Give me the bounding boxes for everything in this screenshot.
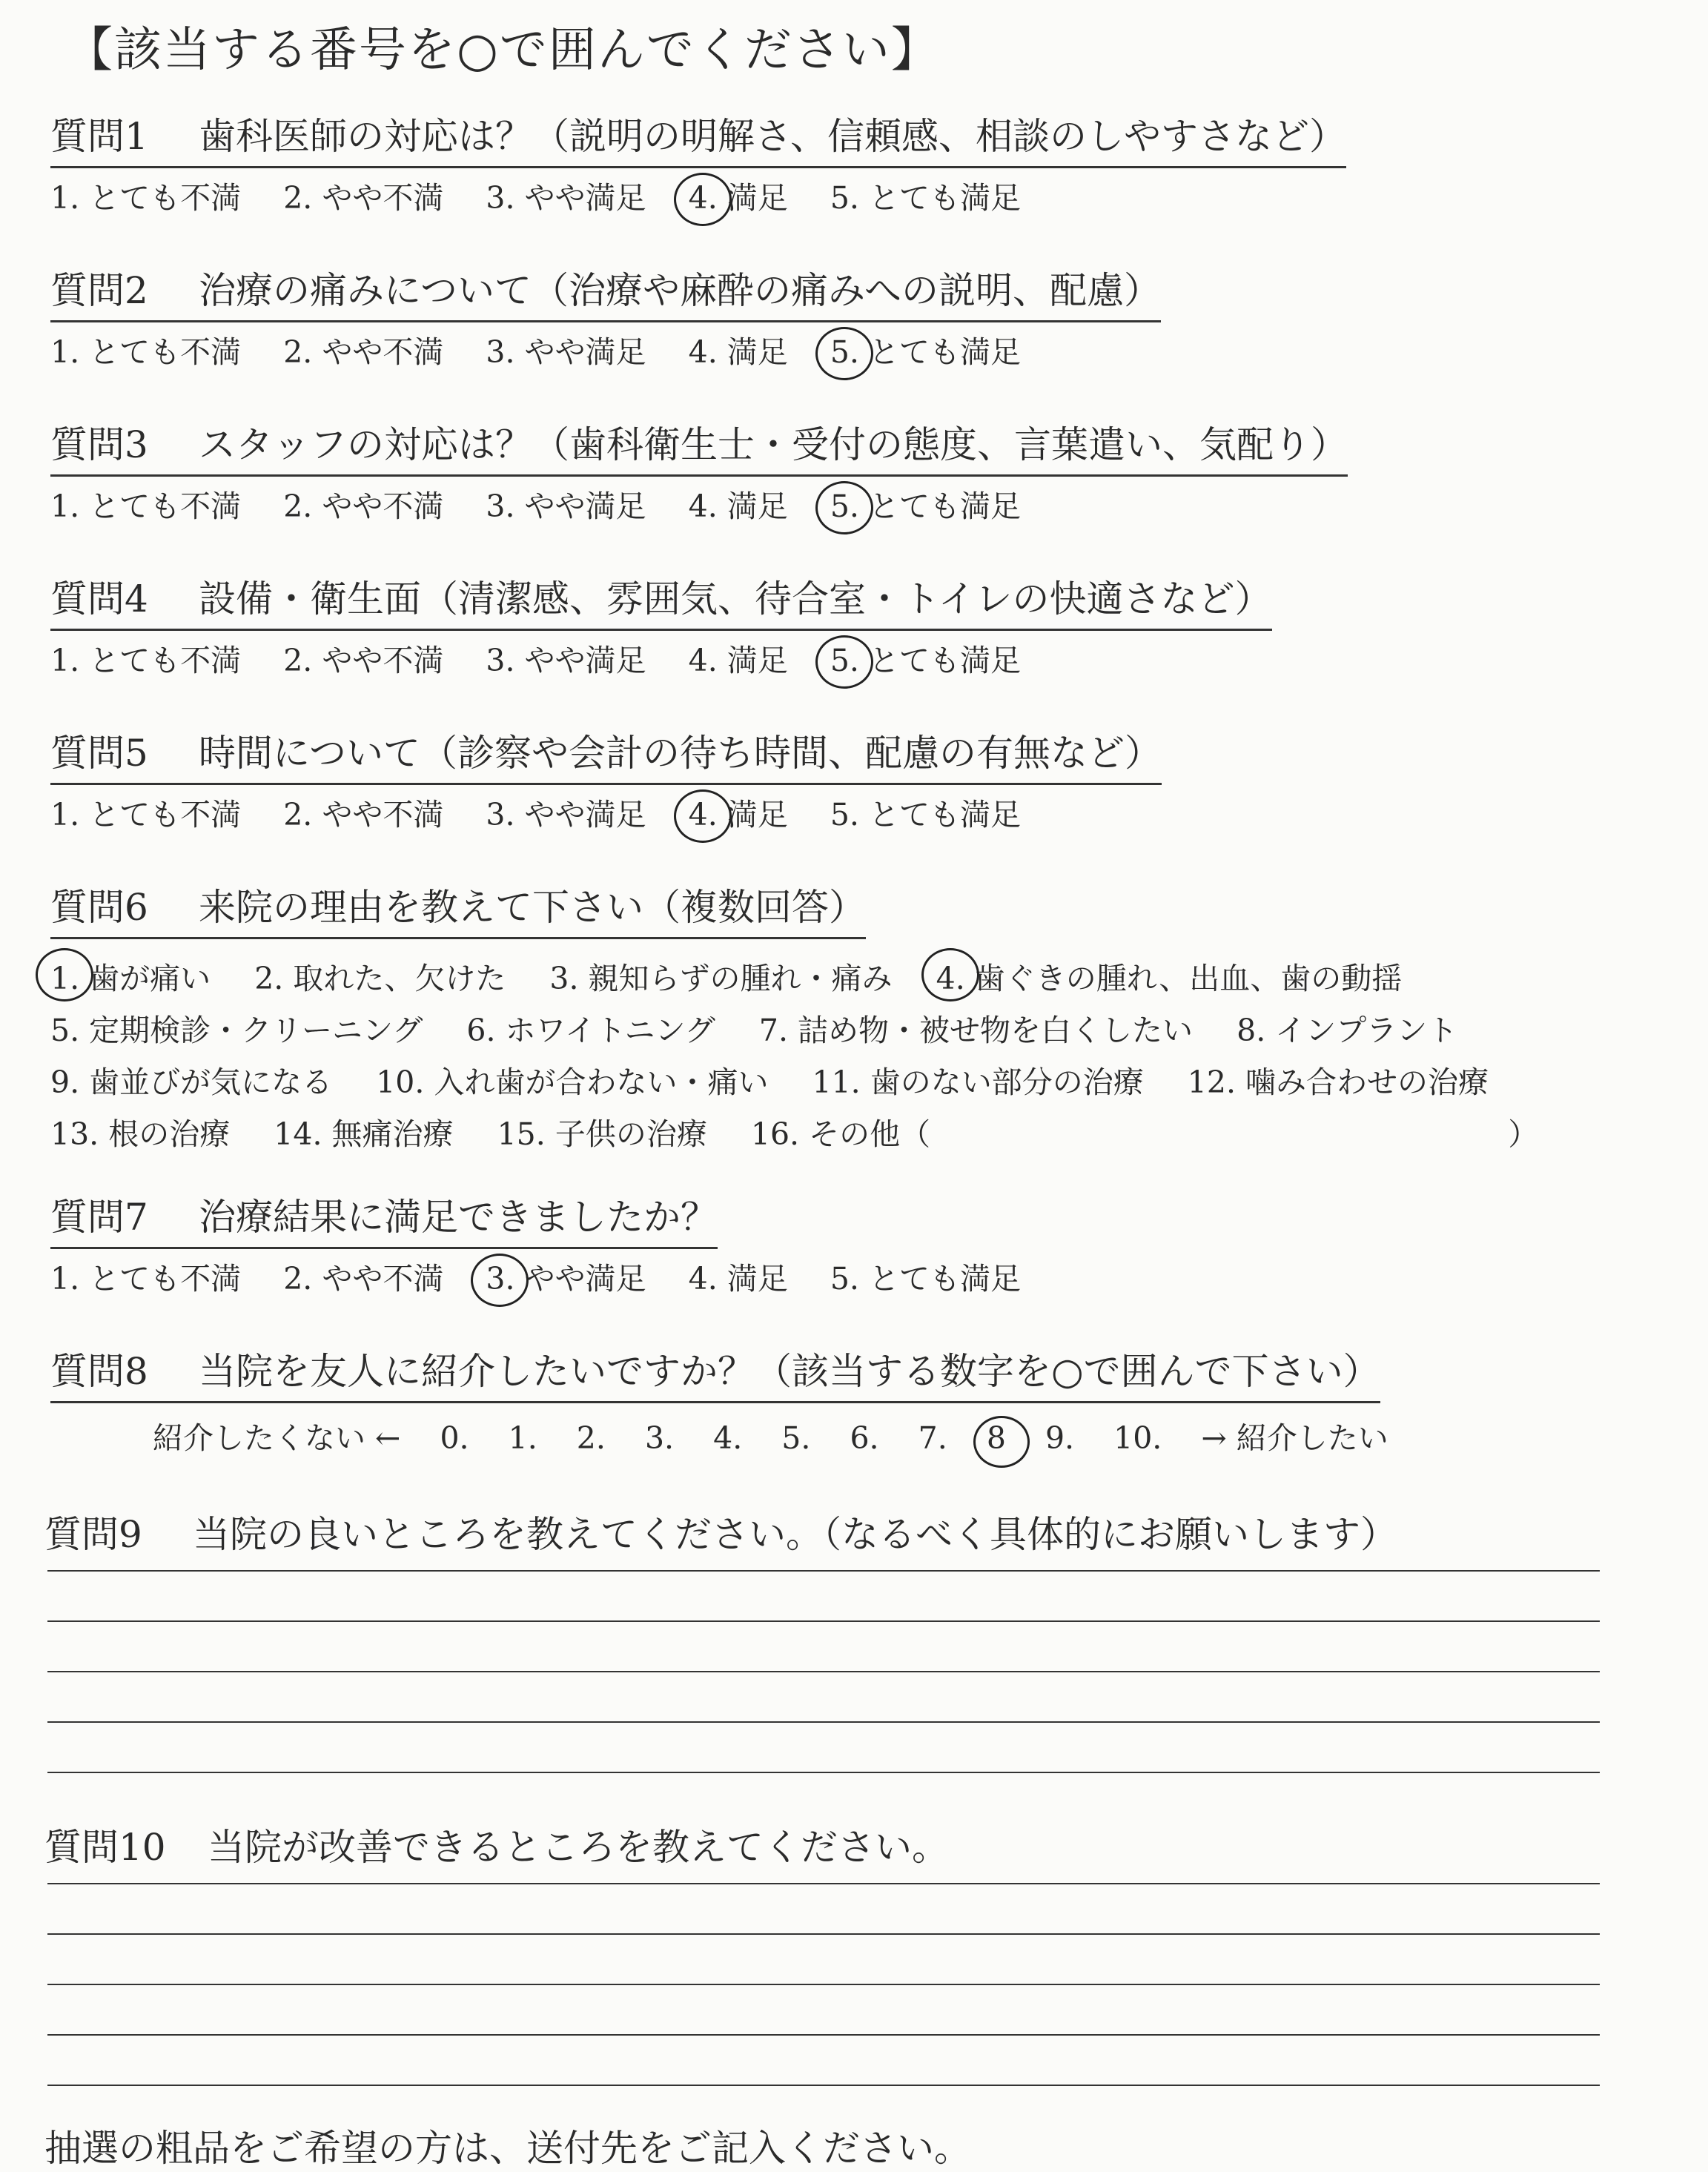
question-number: 質問3 [50, 423, 148, 466]
question-4 [50, 572, 1272, 681]
option-5-selected[interactable]: 5. とても満足 [830, 331, 1021, 373]
reason-16-other[interactable]: 16. その他（ [750, 1116, 931, 1152]
question-7-heading [50, 1191, 718, 1249]
reason-4-selected[interactable]: 4. 歯ぐきの腫れ、出血、歯の動揺 [936, 953, 1403, 1004]
option-5[interactable]: 5. とても満足 [830, 180, 1021, 216]
option-5-selected[interactable]: 5. とても満足 [830, 486, 1021, 527]
answer-options [50, 331, 1161, 373]
question-3-heading [50, 418, 1348, 477]
option-2[interactable]: 2. やや不満 [283, 1261, 444, 1297]
scale-8-selected[interactable]: 8 [986, 1420, 1006, 1456]
answer-line [47, 1984, 1600, 1985]
reason-1-selected[interactable]: 1. 歯が痛い [50, 953, 211, 1004]
option-1[interactable]: 1. とても不満 [50, 180, 242, 216]
option-4-selected[interactable]: 4. 満足 [689, 177, 788, 219]
option-2[interactable]: 2. やや不満 [283, 643, 444, 678]
scale-10[interactable]: 10. [1113, 1420, 1162, 1456]
option-2[interactable]: 2. やや不満 [283, 489, 444, 524]
question-number: 質問5 [50, 732, 148, 775]
question-number: 質問4 [50, 577, 148, 620]
answer-line [47, 2085, 1600, 2086]
question-number: 質問7 [50, 1196, 148, 1239]
question-9-answer-lines[interactable] [47, 1570, 1600, 1822]
option-3[interactable]: 3. やや満足 [486, 797, 646, 832]
page-title: 【該当する番号を○で囲んでください】 [65, 23, 940, 78]
answer-options [50, 640, 1272, 681]
question-9-heading [44, 1505, 1397, 1558]
question-text: 治療結果に満足できましたか？ [199, 1196, 718, 1239]
reason-14[interactable]: 14. 無痛治療 [274, 1116, 454, 1152]
question-number: 質問2 [50, 269, 148, 312]
scale-6[interactable]: 6. [850, 1420, 879, 1456]
reason-10[interactable]: 10. 入れ歯が合わない・痛い [376, 1065, 769, 1100]
reason-9[interactable]: 9. 歯並びが気になる [50, 1065, 333, 1100]
question-3 [50, 418, 1348, 527]
question-7 [50, 1191, 1053, 1299]
option-4[interactable]: 4. 満足 [688, 643, 788, 678]
answer-line [47, 1671, 1600, 1672]
scale-5[interactable]: 5. [781, 1420, 811, 1456]
reason-12[interactable]: 12. 噛み合わせの治療 [1187, 1065, 1489, 1100]
reason-2[interactable]: 2. 取れた、欠けた [254, 961, 506, 996]
option-5[interactable]: 5. とても満足 [830, 797, 1021, 832]
question-text: 時間について（診察や会計の待ち時間、配慮の有無など） [199, 732, 1162, 775]
reason-options [50, 953, 1572, 1160]
reason-15[interactable]: 15. 子供の治療 [497, 1116, 707, 1152]
option-4[interactable]: 4. 満足 [688, 334, 788, 370]
option-1[interactable]: 1. とても不満 [50, 643, 242, 678]
question-10-answer-lines[interactable] [47, 1883, 1600, 2135]
question-number: 質問10 [44, 1826, 166, 1869]
question-2-heading [50, 264, 1161, 322]
reason-5[interactable]: 5. 定期検診・クリーニング [50, 1013, 423, 1048]
option-2[interactable]: 2. やや不満 [283, 797, 444, 832]
question-text: 治療の痛みについて（治療や麻酔の痛みへの説明、配慮） [199, 269, 1161, 312]
question-number: 質問1 [50, 115, 148, 158]
answer-line [47, 1883, 1600, 1884]
question-text: 来院の理由を教えて下さい（複数回答） [199, 886, 866, 929]
question-2 [50, 264, 1161, 373]
scale-left-label: 紹介したくない ← [153, 1420, 401, 1456]
reason-row-2 [50, 1004, 1572, 1056]
answer-line [47, 1721, 1600, 1723]
answer-line [47, 1772, 1600, 1773]
reason-row-3 [50, 1056, 1572, 1108]
question-10-heading [44, 1818, 949, 1871]
option-5-selected[interactable]: 5. とても満足 [830, 640, 1021, 681]
scale-right-label: → 紹介したい [1201, 1420, 1388, 1456]
question-text: 設備・衛生面（清潔感、雰囲気、待合室・トイレの快適さなど） [199, 577, 1272, 620]
reason-row-4 [50, 1108, 1572, 1160]
answer-options [50, 177, 1346, 219]
answer-options [50, 1258, 1053, 1299]
other-close-paren: ） [1508, 1116, 1539, 1152]
question-1-heading [50, 110, 1346, 168]
reason-7[interactable]: 7. 詰め物・被せ物を白くしたい [758, 1013, 1194, 1048]
question-number: 質問8 [50, 1350, 148, 1393]
question-8 [50, 1345, 1418, 1457]
option-4[interactable]: 4. 満足 [688, 489, 788, 524]
option-3[interactable]: 3. やや満足 [486, 180, 646, 216]
option-1[interactable]: 1. とても不満 [50, 489, 242, 524]
answer-line [47, 1933, 1600, 1935]
reason-8[interactable]: 8. インプラント [1237, 1013, 1458, 1048]
scale-9[interactable]: 9. [1045, 1420, 1075, 1456]
question-4-heading [50, 572, 1272, 631]
scale-4[interactable]: 4. [713, 1420, 743, 1456]
prize-request-note: 抽選の粗品をご希望の方は、送付先をご記入ください。 [44, 2127, 971, 2170]
reason-row-1 [50, 953, 1572, 1004]
question-text: 当院を友人に紹介したいですか？（該当する数字を○で囲んで下さい） [199, 1350, 1380, 1393]
reason-13[interactable]: 13. 根の治療 [50, 1116, 231, 1152]
answer-line [47, 1620, 1600, 1622]
answer-line [47, 1570, 1600, 1572]
answer-line [47, 2034, 1600, 2036]
scale-7[interactable]: 7. [918, 1420, 947, 1456]
question-number: 質問6 [50, 886, 148, 929]
question-text: スタッフの対応は？（歯科衛生士・受付の態度、言葉遣い、気配り） [199, 423, 1348, 466]
question-8-heading [50, 1345, 1380, 1403]
option-4-selected[interactable]: 4. 満足 [689, 794, 788, 835]
reason-6[interactable]: 6. ホワイトニング [466, 1013, 715, 1048]
question-6 [50, 881, 1572, 1160]
option-2[interactable]: 2. やや不満 [283, 180, 444, 216]
option-4[interactable]: 4. 満足 [688, 1261, 788, 1297]
option-1[interactable]: 1. とても不満 [50, 334, 242, 370]
question-5 [50, 726, 1162, 835]
option-3[interactable]: 3. やや満足 [486, 334, 646, 370]
question-6-heading [50, 881, 866, 939]
answer-options [50, 486, 1348, 527]
recommend-scale [153, 1414, 1418, 1457]
question-text: 当院の良いところを教えてください。（なるべく具体的にお願いします） [193, 1513, 1397, 1556]
question-text: 歯科医師の対応は？（説明の明解さ、信頼感、相談のしやすさなど） [199, 115, 1346, 158]
option-3[interactable]: 3. やや満足 [486, 489, 646, 524]
option-1[interactable]: 1. とても不満 [50, 797, 242, 832]
scale-3[interactable]: 3. [644, 1420, 675, 1456]
option-5[interactable]: 5. とても満足 [830, 1261, 1021, 1297]
question-1 [50, 110, 1346, 219]
option-2[interactable]: 2. やや不満 [283, 334, 444, 370]
question-text: 当院が改善できるところを教えてください。 [208, 1826, 949, 1869]
reason-3[interactable]: 3. 親知らずの腫れ・痛み [549, 961, 893, 996]
option-3-selected[interactable]: 3. やや満足 [486, 1258, 646, 1299]
question-5-heading [50, 726, 1162, 785]
scale-1[interactable]: 1. [508, 1420, 537, 1456]
answer-options [50, 794, 1162, 835]
option-1[interactable]: 1. とても不満 [50, 1261, 242, 1297]
scale-2[interactable]: 2. [576, 1420, 606, 1456]
reason-11[interactable]: 11. 歯のない部分の治療 [812, 1065, 1144, 1100]
scale-0[interactable]: 0. [440, 1420, 469, 1456]
question-number: 質問9 [44, 1513, 142, 1556]
option-3[interactable]: 3. やや満足 [486, 643, 646, 678]
